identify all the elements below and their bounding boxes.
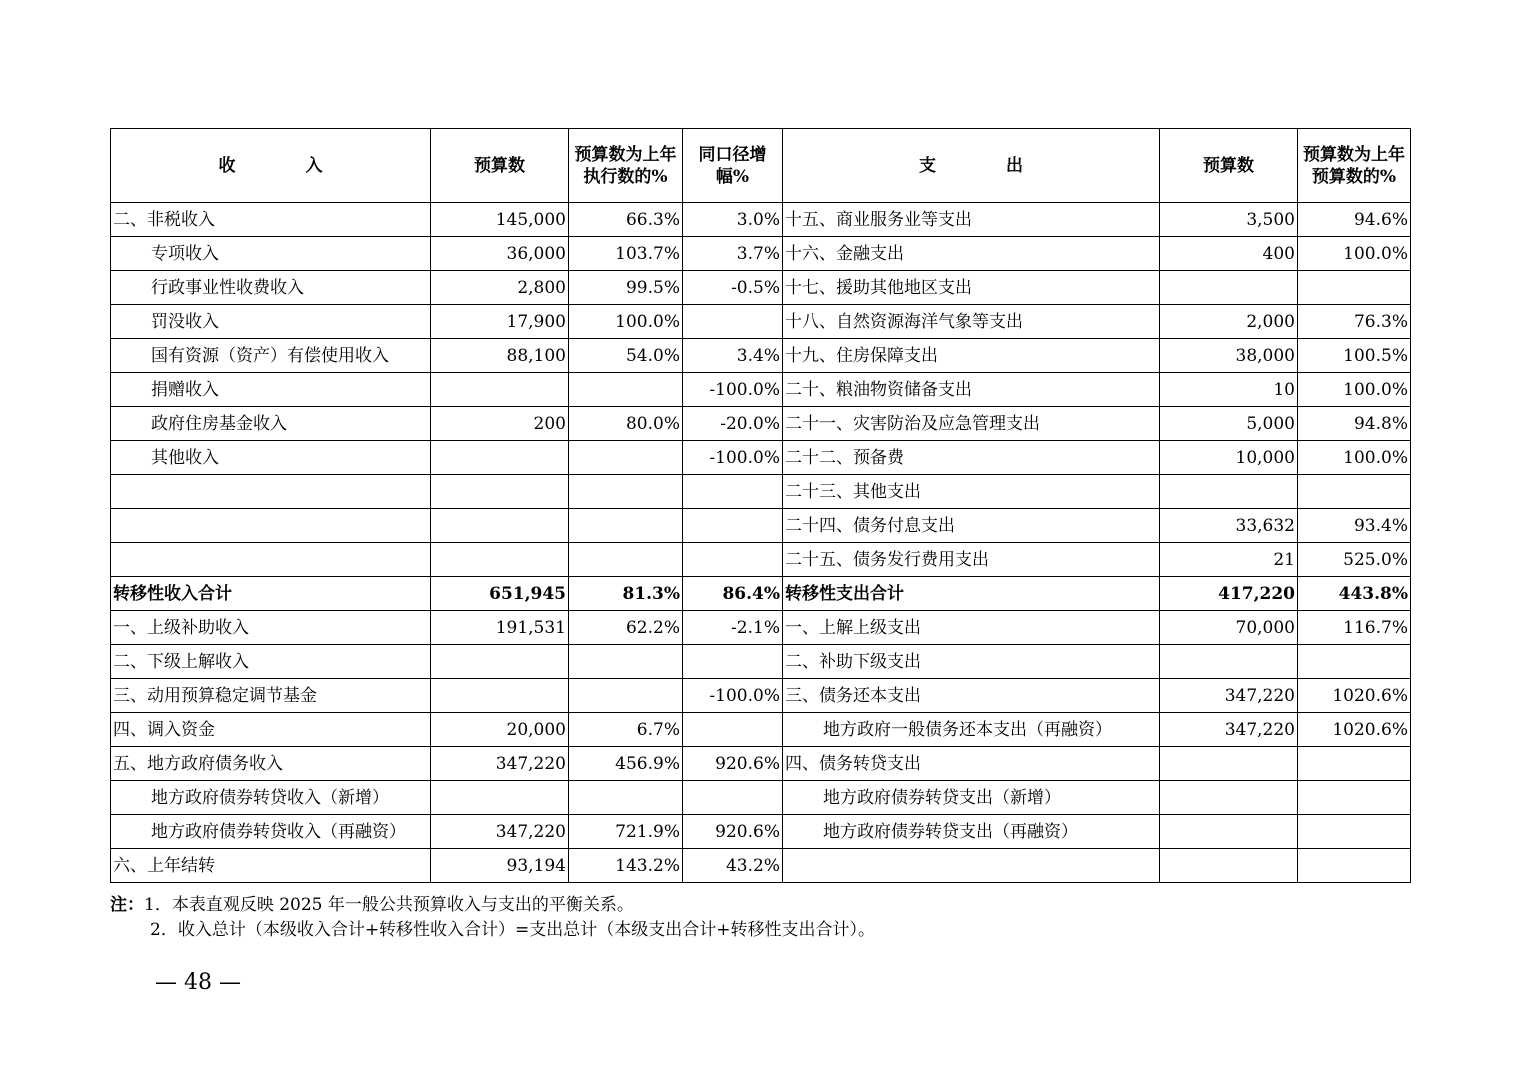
expense-pct-cell: 100.0%	[1298, 373, 1411, 407]
expense-pct-cell: 443.8%	[1298, 577, 1411, 611]
expense-budget-cell: 10	[1160, 373, 1298, 407]
income-pct-cell: 99.5%	[569, 271, 683, 305]
income-pct-cell: 54.0%	[569, 339, 683, 373]
table-row	[111, 747, 1411, 781]
income-yoy-cell	[683, 781, 783, 815]
income-budget-cell: 88,100	[431, 339, 569, 373]
income-label-cell: 地方政府债券转贷收入（新增）	[111, 781, 431, 815]
table-row	[111, 645, 1411, 679]
table-row	[111, 305, 1411, 339]
expense-budget-cell: 38,000	[1160, 339, 1298, 373]
expense-label-cell: 十七、援助其他地区支出	[783, 271, 1160, 305]
expense-label-cell: 十六、金融支出	[783, 237, 1160, 271]
expense-budget-cell	[1160, 815, 1298, 849]
expense-pct-cell: 93.4%	[1298, 509, 1411, 543]
expense-label-cell: 二十一、灾害防治及应急管理支出	[783, 407, 1160, 441]
expense-budget-cell: 70,000	[1160, 611, 1298, 645]
income-yoy-cell: 920.6%	[683, 815, 783, 849]
expense-pct-cell: 94.8%	[1298, 407, 1411, 441]
expense-label-cell: 二十五、债务发行费用支出	[783, 543, 1160, 577]
income-budget-cell: 200	[431, 407, 569, 441]
income-budget-cell	[431, 373, 569, 407]
expense-budget-cell	[1160, 645, 1298, 679]
expense-pct-cell	[1298, 271, 1411, 305]
income-yoy-cell: 3.0%	[683, 203, 783, 237]
header-row	[111, 129, 1411, 203]
income-yoy-cell: -20.0%	[683, 407, 783, 441]
income-label-cell: 专项收入	[111, 237, 431, 271]
header-expense: 支 出	[783, 129, 1160, 203]
income-budget-cell: 651,945	[431, 577, 569, 611]
table-row	[111, 781, 1411, 815]
table-row	[111, 373, 1411, 407]
expense-budget-cell: 417,220	[1160, 577, 1298, 611]
header-budget-2: 预算数	[1160, 129, 1298, 203]
expense-label-cell: 二十、粮油物资储备支出	[783, 373, 1160, 407]
income-yoy-cell: 920.6%	[683, 747, 783, 781]
income-label-cell: 行政事业性收费收入	[111, 271, 431, 305]
income-budget-cell: 191,531	[431, 611, 569, 645]
income-pct-cell: 456.9%	[569, 747, 683, 781]
expense-pct-cell: 100.5%	[1298, 339, 1411, 373]
income-label-cell: 二、非税收入	[111, 203, 431, 237]
income-pct-cell: 6.7%	[569, 713, 683, 747]
table-row	[111, 679, 1411, 713]
income-pct-cell: 80.0%	[569, 407, 683, 441]
income-label-cell	[111, 543, 431, 577]
expense-pct-cell: 94.6%	[1298, 203, 1411, 237]
header-yoy: 同口径增幅%	[683, 129, 783, 203]
expense-budget-cell: 3,500	[1160, 203, 1298, 237]
expense-pct-cell: 100.0%	[1298, 441, 1411, 475]
table-row	[111, 203, 1411, 237]
income-yoy-cell: 3.7%	[683, 237, 783, 271]
expense-label-cell: 转移性支出合计	[783, 577, 1160, 611]
header-budget: 预算数	[431, 129, 569, 203]
income-pct-cell: 103.7%	[569, 237, 683, 271]
income-yoy-cell	[683, 713, 783, 747]
expense-budget-cell	[1160, 849, 1298, 883]
income-yoy-cell	[683, 645, 783, 679]
income-pct-cell: 66.3%	[569, 203, 683, 237]
income-yoy-cell	[683, 543, 783, 577]
income-budget-cell	[431, 543, 569, 577]
expense-label-cell	[783, 849, 1160, 883]
expense-budget-cell: 21	[1160, 543, 1298, 577]
income-label-cell: 其他收入	[111, 441, 431, 475]
table-row	[111, 543, 1411, 577]
income-label-cell: 一、上级补助收入	[111, 611, 431, 645]
table-row	[111, 475, 1411, 509]
income-yoy-cell: -2.1%	[683, 611, 783, 645]
income-yoy-cell: 43.2%	[683, 849, 783, 883]
expense-label-cell: 二十二、预备费	[783, 441, 1160, 475]
income-budget-cell: 20,000	[431, 713, 569, 747]
income-budget-cell: 347,220	[431, 747, 569, 781]
table-row	[111, 339, 1411, 373]
expense-pct-cell: 1020.6%	[1298, 679, 1411, 713]
income-budget-cell	[431, 509, 569, 543]
table-row	[111, 849, 1411, 883]
income-yoy-cell: -100.0%	[683, 373, 783, 407]
expense-pct-cell	[1298, 849, 1411, 883]
income-budget-cell	[431, 781, 569, 815]
table-row	[111, 815, 1411, 849]
income-yoy-cell	[683, 475, 783, 509]
expense-pct-cell	[1298, 747, 1411, 781]
income-budget-cell: 2,800	[431, 271, 569, 305]
income-label-cell: 四、调入资金	[111, 713, 431, 747]
expense-pct-cell	[1298, 815, 1411, 849]
expense-label-cell: 地方政府债券转贷支出（再融资）	[783, 815, 1160, 849]
income-budget-cell	[431, 679, 569, 713]
income-pct-cell: 62.2%	[569, 611, 683, 645]
expense-label-cell: 十八、自然资源海洋气象等支出	[783, 305, 1160, 339]
expense-budget-cell	[1160, 475, 1298, 509]
expense-pct-cell	[1298, 781, 1411, 815]
header-income: 收 入	[111, 129, 431, 203]
table-row	[111, 271, 1411, 305]
budget-table	[110, 128, 1411, 883]
expense-pct-cell: 525.0%	[1298, 543, 1411, 577]
table-body	[111, 203, 1411, 883]
expense-budget-cell: 347,220	[1160, 679, 1298, 713]
table-row	[111, 237, 1411, 271]
expense-label-cell: 地方政府一般债务还本支出（再融资）	[783, 713, 1160, 747]
expense-pct-cell	[1298, 475, 1411, 509]
income-label-cell: 政府住房基金收入	[111, 407, 431, 441]
expense-label-cell: 三、债务还本支出	[783, 679, 1160, 713]
expense-label-cell: 地方政府债券转贷支出（新增）	[783, 781, 1160, 815]
note-line-1: 注：1．本表直观反映 2025 年一般公共预算收入与支出的平衡关系。	[110, 895, 634, 915]
income-yoy-cell: 86.4%	[683, 577, 783, 611]
income-pct-cell: 721.9%	[569, 815, 683, 849]
expense-budget-cell: 347,220	[1160, 713, 1298, 747]
income-yoy-cell: -100.0%	[683, 441, 783, 475]
expense-pct-cell: 100.0%	[1298, 237, 1411, 271]
table-row	[111, 407, 1411, 441]
expense-budget-cell: 10,000	[1160, 441, 1298, 475]
expense-budget-cell: 2,000	[1160, 305, 1298, 339]
income-budget-cell	[431, 475, 569, 509]
income-label-cell: 五、地方政府债务收入	[111, 747, 431, 781]
header-pct-prev-exec: 预算数为上年执行数的%	[569, 129, 683, 203]
income-budget-cell: 17,900	[431, 305, 569, 339]
expense-label-cell: 十五、商业服务业等支出	[783, 203, 1160, 237]
income-pct-cell	[569, 441, 683, 475]
income-budget-cell: 347,220	[431, 815, 569, 849]
income-label-cell: 罚没收入	[111, 305, 431, 339]
income-label-cell: 转移性收入合计	[111, 577, 431, 611]
table-row	[111, 509, 1411, 543]
table-row	[111, 441, 1411, 475]
income-label-cell: 二、下级上解收入	[111, 645, 431, 679]
expense-budget-cell: 5,000	[1160, 407, 1298, 441]
income-budget-cell: 36,000	[431, 237, 569, 271]
income-label-cell	[111, 509, 431, 543]
expense-label-cell: 四、债务转贷支出	[783, 747, 1160, 781]
expense-label-cell: 二十四、债务付息支出	[783, 509, 1160, 543]
income-pct-cell	[569, 781, 683, 815]
page-number: — 48 —	[155, 970, 241, 995]
income-label-cell: 地方政府债券转贷收入（再融资）	[111, 815, 431, 849]
income-pct-cell: 100.0%	[569, 305, 683, 339]
note-line-2: 2．收入总计（本级收入合计+转移性收入合计）=支出总计（本级支出合计+转移性支出合计）。	[150, 920, 876, 940]
income-yoy-cell	[683, 509, 783, 543]
header-pct-prev-budget: 预算数为上年预算数的%	[1298, 129, 1411, 203]
expense-budget-cell: 33,632	[1160, 509, 1298, 543]
expense-label-cell: 一、上解上级支出	[783, 611, 1160, 645]
income-yoy-cell: -100.0%	[683, 679, 783, 713]
income-pct-cell: 143.2%	[569, 849, 683, 883]
income-pct-cell: 81.3%	[569, 577, 683, 611]
income-label-cell: 六、上年结转	[111, 849, 431, 883]
expense-pct-cell: 76.3%	[1298, 305, 1411, 339]
income-label-cell: 三、动用预算稳定调节基金	[111, 679, 431, 713]
income-pct-cell	[569, 509, 683, 543]
income-budget-cell	[431, 645, 569, 679]
income-label-cell: 捐赠收入	[111, 373, 431, 407]
income-pct-cell	[569, 373, 683, 407]
income-pct-cell	[569, 679, 683, 713]
income-label-cell	[111, 475, 431, 509]
income-yoy-cell: 3.4%	[683, 339, 783, 373]
expense-budget-cell	[1160, 271, 1298, 305]
income-budget-cell: 93,194	[431, 849, 569, 883]
expense-pct-cell	[1298, 645, 1411, 679]
income-pct-cell	[569, 475, 683, 509]
table-row	[111, 611, 1411, 645]
table-row	[111, 713, 1411, 747]
income-yoy-cell	[683, 305, 783, 339]
income-label-cell: 国有资源（资产）有偿使用收入	[111, 339, 431, 373]
table-row	[111, 577, 1411, 611]
expense-budget-cell	[1160, 747, 1298, 781]
expense-label-cell: 二十三、其他支出	[783, 475, 1160, 509]
expense-pct-cell: 1020.6%	[1298, 713, 1411, 747]
income-pct-cell	[569, 645, 683, 679]
income-budget-cell	[431, 441, 569, 475]
expense-budget-cell: 400	[1160, 237, 1298, 271]
income-yoy-cell: -0.5%	[683, 271, 783, 305]
expense-label-cell: 二、补助下级支出	[783, 645, 1160, 679]
income-pct-cell	[569, 543, 683, 577]
expense-label-cell: 十九、住房保障支出	[783, 339, 1160, 373]
income-budget-cell: 145,000	[431, 203, 569, 237]
expense-pct-cell: 116.7%	[1298, 611, 1411, 645]
expense-budget-cell	[1160, 781, 1298, 815]
